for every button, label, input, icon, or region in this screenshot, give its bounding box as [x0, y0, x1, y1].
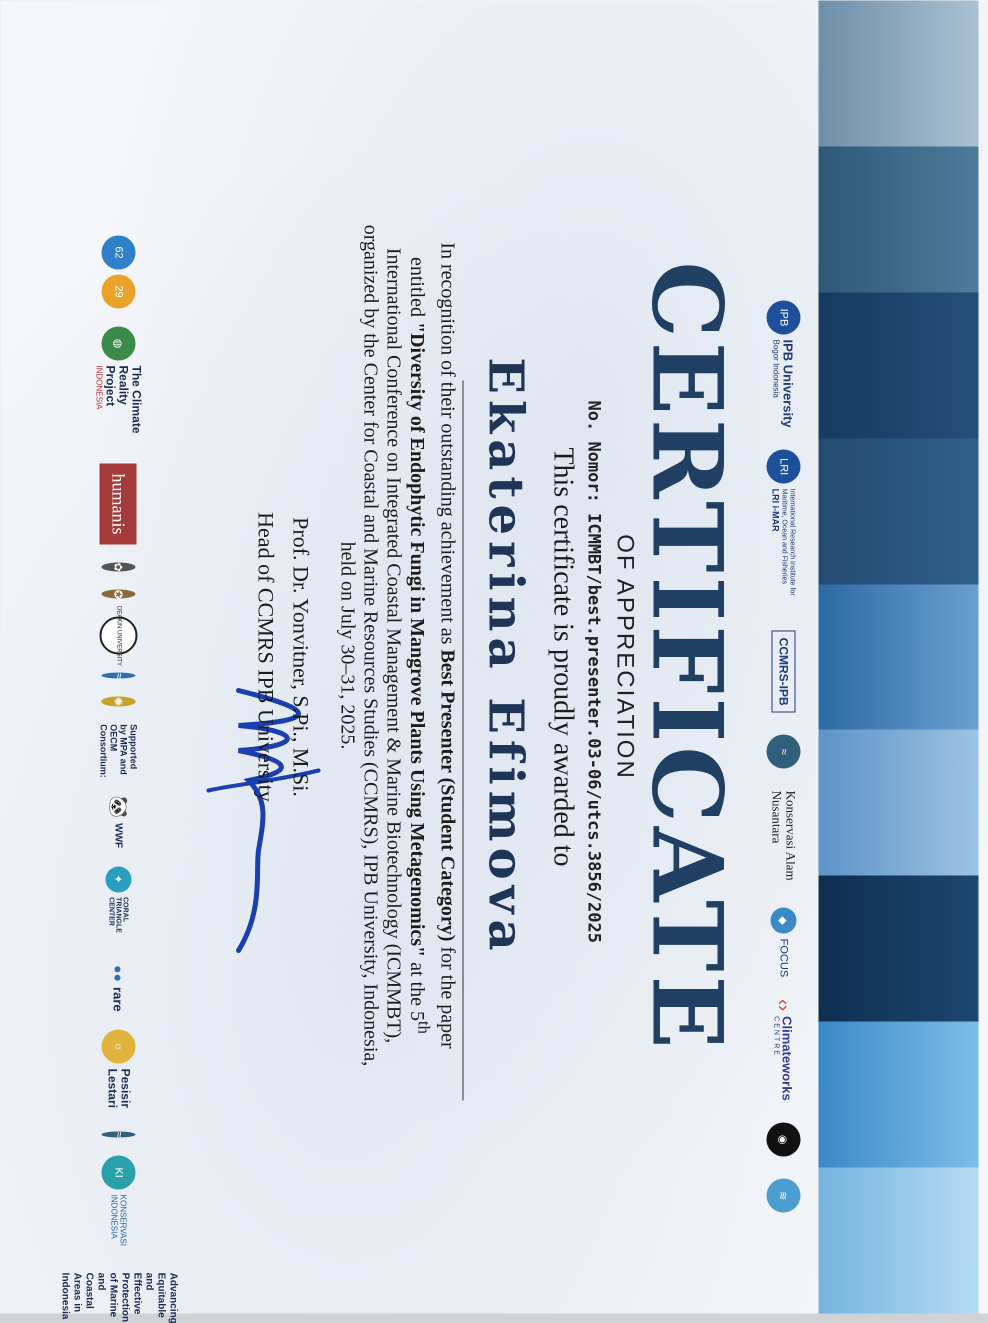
deakin-name: DEAKIN UNIVERSITY [99, 616, 137, 654]
anniversary-logo [101, 235, 135, 308]
globe-icon: ◍ [101, 326, 135, 360]
government-logo [766, 1122, 800, 1156]
konservasi-indonesia-name: KONSERVASI INDONESIA [109, 1194, 127, 1246]
wave-mark-icon: ≋ [766, 1178, 800, 1212]
birds-head-small-icon: ≈ [101, 1131, 135, 1137]
ipb-name: IPB University [780, 339, 795, 428]
signatory-name: Prof. Dr. Yonvitner, S.Pi., M.Si. [288, 516, 313, 797]
supported-by-text: Supported by MPA and OECM Consortium: [98, 723, 138, 778]
banner-photo-hands [818, 1167, 978, 1313]
university-seal-icon: ✪ [101, 589, 135, 598]
banner-photo-sky [818, 1021, 978, 1167]
konservasi-alam-logo [769, 790, 797, 885]
banner-photo-boat [818, 875, 978, 1021]
anniversary-29-icon: 29 [101, 274, 135, 308]
lri-name: LRI i-MAR [770, 488, 780, 532]
ocean-mark-icon: ≈ [101, 672, 135, 678]
signatory-role: Head of CCMRS IPB University [253, 511, 278, 802]
banner-photo-catch [818, 438, 978, 584]
ipb-subtitle: Bogor Indonesia [771, 339, 780, 398]
photo-banner [818, 0, 978, 1313]
panda-icon: 🐼 [108, 795, 129, 818]
advancing-tagline: Advancing Equitable and Effective Protection of Marine and Coastal Areas in Indonesia [59, 1272, 178, 1323]
banner-photo-pier [818, 0, 978, 146]
humanis-logo: humanis [100, 463, 137, 544]
body-conference-pre: at the 5 [405, 961, 428, 1021]
body-conference-post: International Conference on Integrated Coastal Management & Marine Biotechnology (ICMMBT), organized by the Center for Coastal and Marine Resources Studies (CCMRS), IPB University, Indonesia, held on July 30–31, 2025. [336, 224, 405, 1066]
rare-name: rare [110, 986, 126, 1012]
climateworks-name: Climateworks [779, 1015, 794, 1101]
certificate-number-label: No. Nomor: [583, 400, 603, 503]
ccmrs-name: CCMRS-IPB [771, 630, 795, 712]
ministry-emblem-icon: ✿ [101, 562, 135, 571]
gold-seal-icon: ✺ [101, 696, 135, 705]
awarded-to-text: This certificate is proudly awarded to [547, 446, 578, 867]
certificate-subtitle: OF APPRECIATION [611, 533, 638, 780]
konservasi-indonesia-logo [101, 1155, 135, 1254]
climateworks-logo [772, 999, 794, 1101]
ccmrs-logo [771, 630, 795, 712]
garuda-emblem-icon: ◉ [766, 1122, 800, 1156]
wwf-name: WWF [112, 822, 124, 848]
lri-full-name: International Research Institute for Maritime, Ocean and Fisheries [780, 488, 795, 596]
anniversary-62-icon: 62 [101, 235, 135, 269]
body-intro: In recognition of their outstanding achievement as [436, 241, 458, 644]
coral-triangle-name: CORAL TRIANGLE CENTER [107, 896, 129, 933]
certificate-title: CERTIFICATE [630, 260, 743, 1053]
deakin-logo [99, 605, 137, 666]
recipient-name: Ekaterina Efimova [477, 356, 533, 957]
partner-logos-top [753, 300, 813, 1300]
climateworks-subtitle: CENTRE [772, 1015, 779, 1057]
coral-triangle-logo [105, 866, 131, 947]
lri-seal-icon: LRI [766, 449, 800, 483]
banner-photo-net [818, 146, 978, 292]
partner-logos-bottom [59, 235, 178, 1323]
birds-head-seascape-icon: ≈ [766, 734, 800, 768]
brs-logo [766, 1178, 800, 1212]
body-conference-sup: th [414, 1020, 433, 1034]
coral-icon: ✦ [105, 866, 131, 892]
birds-head-logo [766, 734, 800, 768]
paper-title: "Diversity of Endophytic Fungi in Mangrove Plants Using Metagenomics" [405, 321, 428, 957]
pesisir-mark-icon: ☼ [101, 1029, 135, 1063]
certificate-number-value: ICMMBT/best.presenter.03-06/utcs.3856/2025 [583, 512, 603, 943]
body-mid: for the paper entitled [405, 256, 458, 1049]
pesisir-logo [101, 1029, 135, 1113]
climateworks-mark-icon: ‹› [773, 998, 794, 1011]
certificate-number [583, 400, 603, 942]
focus-mark-icon: ◆ [770, 907, 796, 933]
rare-logo [110, 965, 126, 1012]
ipb-logo [766, 300, 800, 427]
lri-logo [766, 449, 800, 608]
pesisir-name: Pesisir Lestari [105, 1068, 132, 1108]
climate-reality-name: The Climate Reality Project [103, 365, 143, 434]
name-underline [462, 380, 463, 1100]
wwf-logo [108, 795, 129, 847]
banner-photo-coral [818, 729, 978, 875]
focus-logo [770, 907, 796, 977]
climate-reality-logo [94, 326, 142, 445]
award-category: Best Presenter (Student Category) [436, 648, 458, 941]
ipb-seal-icon: IPB [766, 300, 800, 334]
climate-reality-subtitle: INDONESIA [94, 365, 103, 410]
banner-photo-mangrove [818, 584, 978, 730]
ki-mark-icon: KI [101, 1155, 135, 1189]
banner-photo-fish [818, 292, 978, 438]
rare-dots-icon: ●● [110, 964, 126, 982]
focus-name: FOCUS [777, 938, 789, 977]
konservasi-alam-name: Konservasi Alam Nusantara [769, 790, 798, 881]
